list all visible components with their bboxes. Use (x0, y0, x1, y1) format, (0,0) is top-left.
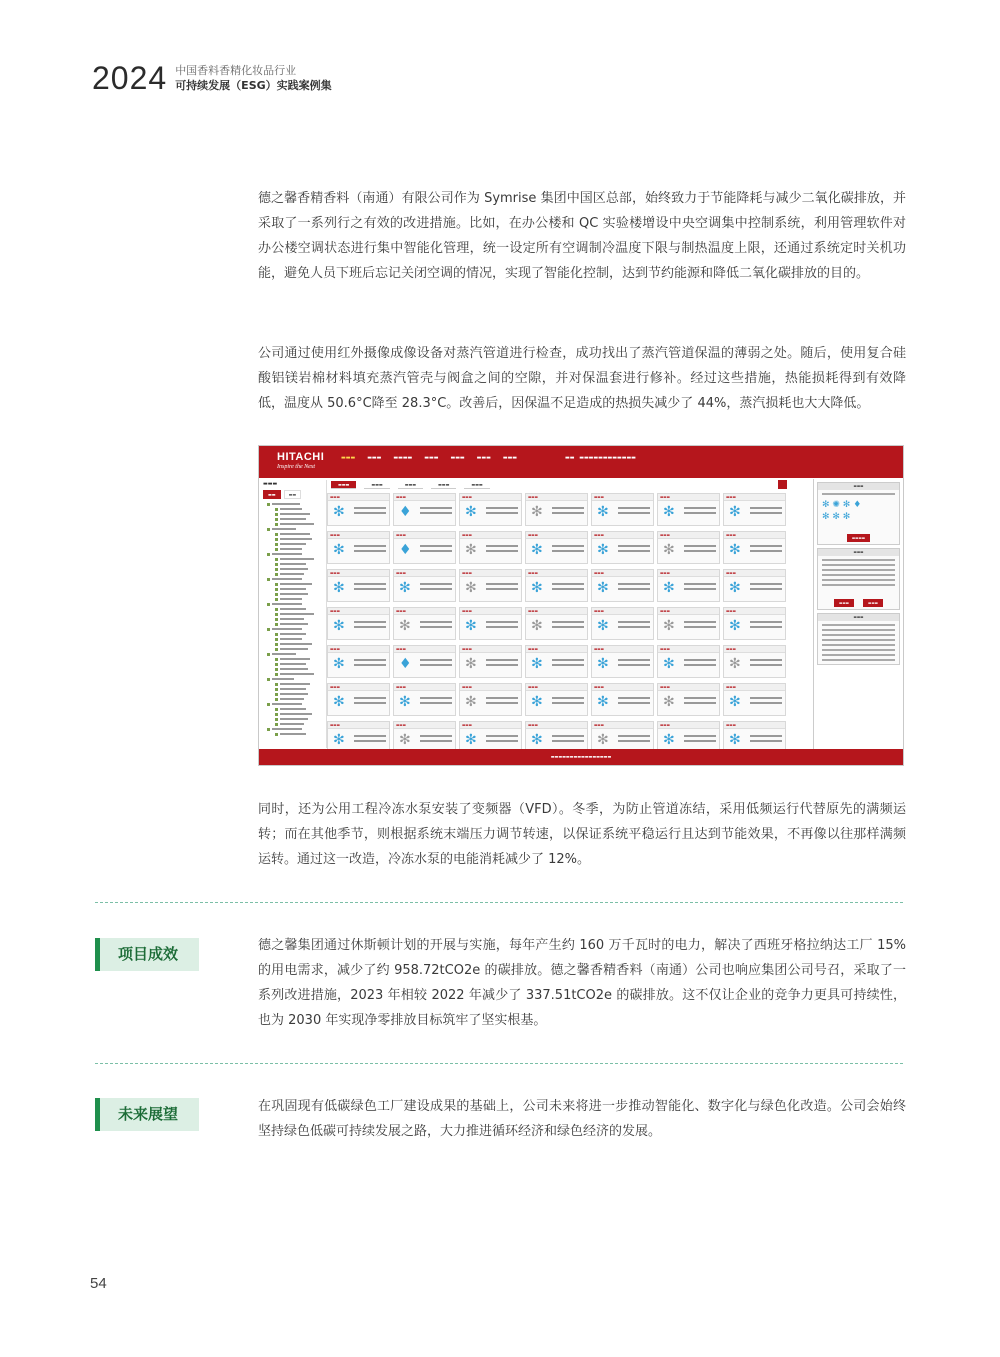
section-divider (95, 902, 903, 903)
snowflake-icon: ✻ (663, 694, 675, 710)
paragraph-vfd: 同时，还为公用工程冷冻水泵安装了变频器（VFD）。冬季，为防止管道冻结，采用低频运行代替原先的满频运转；而在其他季节，则根据系统末端压力调节转速，以保证系统平稳运行且达到节能效果，不再像以往那样满频运转。通过这一改造，冷冻水泵的电能消耗减少了 12%。 (258, 802, 906, 867)
tree-node (275, 647, 326, 651)
snowflake-icon: ✻ (729, 618, 741, 634)
snowflake-icon: ✻ (729, 656, 741, 672)
snowflake-icon: ✻ (531, 656, 543, 672)
ac-unit-tile: ▬▬▬ ✻ (591, 721, 654, 754)
snowflake-icon: ✻ (333, 694, 345, 710)
snowflake-icon: ✻ (663, 618, 675, 634)
snowflake-icon: ✻ (333, 656, 345, 672)
nav-item: ▬▬▬ (450, 455, 465, 461)
screenshot-red-button (778, 480, 787, 489)
screenshot-footer: ▬▬▬▬▬▬▬▬▬▬▬▬▬▬▬▬ (259, 749, 903, 765)
paragraph-ac-control: 德之馨香精香料（南通）有限公司作为 Symrise 集团中国区总部，始终致力于节能降耗与减少二氧化碳排放，并采取了一系列行之有效的改进措施。比如，在办公楼和 QC 实验楼增设中央空调集中控制系统，利用管理软件对办公楼空调状态进行集中智能化管理，统一设定所有空调制冷温度下限与制热温度上限，还通过系统定时关机功能，避免人员下班后忘记关闭空调的情况，实现了智能化控制，达到节约能源和降低二氧化碳排放的目的。 (258, 191, 906, 281)
tree-node (275, 517, 326, 521)
screenshot-tree-panel (261, 480, 327, 748)
snowflake-icon: ✻ (399, 580, 411, 596)
ac-unit-tile: ▬▬▬ ✻ (525, 645, 588, 678)
section-divider (95, 1063, 903, 1064)
ac-unit-tile: ▬▬▬ ✻ (459, 569, 522, 602)
tree-node (267, 702, 326, 706)
tree-node (275, 587, 326, 591)
ac-unit-tile: ▬▬▬ ✻ (591, 531, 654, 564)
tree-node (267, 527, 326, 531)
nav-item: ▬▬▬ (476, 455, 491, 461)
ac-unit-tile: ▬▬▬ ✻ (723, 721, 786, 754)
tree-node (275, 692, 326, 696)
page-header (92, 60, 332, 96)
ac-unit-tile: ▬▬▬ ✻ (459, 531, 522, 564)
tree-node (275, 507, 326, 511)
ac-unit-tile: ▬▬▬ ✻ (723, 569, 786, 602)
tree-node (267, 627, 326, 631)
hitachi-logo: HITACHI Inspire the Next (277, 451, 325, 470)
ac-unit-tile: ▬▬▬ ✻ (525, 569, 588, 602)
tree-node (275, 707, 326, 711)
tree-node (275, 547, 326, 551)
snowflake-icon: ✻ (663, 656, 675, 672)
nav-item: ▬▬▬ (424, 455, 439, 461)
ac-unit-tile: ▬▬▬ ✻ (657, 721, 720, 754)
snowflake-icon: ✻ (531, 580, 543, 596)
paragraph-steam-insulation: 公司通过使用红外摄像成像设备对蒸汽管道进行检查，成功找出了蒸汽管道保温的薄弱之处。随后，使用复合硅酸铝镁岩棉材料填充蒸汽管壳与阀盒之间的空隙，并对保温套进行修补。经过这些措施，热能损耗得到有效降低，温度从 50.6°C降至 28.3°C。改善后，因保温不足造成的热损失减少了 44%，蒸汽损耗也大大降低。 (258, 346, 906, 411)
tree-node (275, 607, 326, 611)
report-year: 2024 (92, 60, 168, 96)
snowflake-icon: ✻ (465, 694, 477, 710)
snowflake-icon: ✻ (465, 732, 477, 748)
ac-unit-grid (327, 493, 805, 754)
ac-unit-tile: ▬▬▬ ✻ (657, 645, 720, 678)
snowflake-icon: ✻ (597, 732, 609, 748)
ac-unit-tile: ▬▬▬ ✻ (327, 493, 390, 526)
report-title-line2: 可持续发展（ESG）实践案例集 (175, 79, 332, 92)
tree-node (275, 712, 326, 716)
tree-node (275, 672, 326, 676)
tree-panel-tabs (261, 488, 326, 501)
tree-node (267, 677, 326, 681)
ac-unit-tile: ▬▬▬ ✻ (657, 531, 720, 564)
ac-unit-tile: ▬▬▬ ✻ (459, 645, 522, 678)
snowflake-icon: ✻ (531, 542, 543, 558)
center-tab: ▬▬▬ (464, 481, 489, 489)
snowflake-icon: ✻ (663, 542, 675, 558)
tree-tab: ▬▬ (263, 490, 281, 499)
tree-node (275, 697, 326, 701)
tree-node (275, 572, 326, 576)
tree-node (267, 552, 326, 556)
section-tag-outlook: 未来展望 (95, 1098, 199, 1131)
screenshot-top-bar (259, 446, 903, 478)
tree-node (275, 592, 326, 596)
ac-unit-tile: ▬▬▬ ✻ (327, 531, 390, 564)
device-tree (261, 502, 326, 736)
ac-unit-tile: ▬▬▬ ✻ (723, 607, 786, 640)
dry-mode-icon: ♦ (399, 504, 412, 520)
ac-unit-tile: ▬▬▬ ✻ (591, 493, 654, 526)
snowflake-icon: ✻ (333, 542, 345, 558)
ac-unit-tile: ▬▬▬ ✻ (657, 607, 720, 640)
ac-unit-tile: ▬▬▬ ♦ (393, 493, 456, 526)
tree-node (275, 532, 326, 536)
tree-node (275, 717, 326, 721)
center-tab: ▬▬▬ (398, 481, 423, 489)
ac-unit-tile: ▬▬▬ ✻ (525, 683, 588, 716)
snowflake-icon: ✻ (465, 580, 477, 596)
ac-unit-tile: ▬▬▬ ✻ (459, 721, 522, 754)
nav-item: ▬▬▬ (341, 455, 356, 461)
snowflake-icon: ✻ (465, 618, 477, 634)
snowflake-icon: ✻ (531, 618, 543, 634)
snowflake-icon: ✻ (399, 618, 411, 634)
tree-node (275, 612, 326, 616)
tree-node (275, 687, 326, 691)
tree-node (267, 502, 326, 506)
snowflake-icon: ✻ (729, 694, 741, 710)
center-tab: ▬▬▬ (331, 481, 356, 489)
control-box-limits: ▬▬▬ ▬▬▬ ▬▬▬ (817, 548, 900, 610)
snowflake-icon: ✻ (663, 732, 675, 748)
ac-unit-tile: ▬▬▬ ✻ (657, 569, 720, 602)
tree-node (275, 722, 326, 726)
tree-node (275, 542, 326, 546)
snowflake-icon: ✻ (333, 732, 345, 748)
snowflake-icon: ✻ (399, 732, 411, 748)
snowflake-icon: ✻ (597, 618, 609, 634)
ac-unit-tile: ▬▬▬ ✻ (657, 493, 720, 526)
paragraph-results: 德之馨集团通过休斯顿计划的开展与实施，每年产生约 160 万千瓦时的电力，解决了西班牙格拉纳达工厂 15% 的用电需求，减少了约 958.72tCO2e 的碳排放。德之馨香精香料（南通）公司也响应集团公司号召，采取了一系列改进措施，2023 年相较 2022 年减少了 337.51tCO2e 的碳排放。这不仅让企业的竞争力更具可持续性，也为 2030 年实现净零排放目标筑牢了坚实根基。 (258, 938, 906, 1028)
tree-node (275, 682, 326, 686)
tree-node (275, 622, 326, 626)
tree-node (275, 632, 326, 636)
ac-unit-tile: ▬▬▬ ✻ (459, 683, 522, 716)
snowflake-icon: ✻ (399, 694, 411, 710)
ac-unit-tile: ▬▬▬ ✻ (723, 683, 786, 716)
ac-unit-tile: ▬▬▬ ✻ (525, 493, 588, 526)
ac-unit-tile: ▬▬▬ ✻ (525, 531, 588, 564)
ac-unit-tile: ▬▬▬ ✻ (459, 493, 522, 526)
snowflake-icon: ✻ (333, 504, 345, 520)
ac-unit-tile: ▬▬▬ ✻ (591, 683, 654, 716)
mode-icons: ✻ ✺ ✻ ♦ (822, 500, 862, 510)
ac-unit-tile: ▬▬▬ ✻ (327, 607, 390, 640)
tree-node (275, 617, 326, 621)
snowflake-icon: ✻ (663, 504, 675, 520)
snowflake-icon: ✻ (729, 542, 741, 558)
tree-node (275, 512, 326, 516)
ac-unit-tile: ▬▬▬ ✻ (723, 645, 786, 678)
tree-node (275, 637, 326, 641)
nav-item: ▬▬▬ (367, 455, 382, 461)
tree-node (275, 732, 326, 736)
snowflake-icon: ✻ (597, 542, 609, 558)
snowflake-icon: ✻ (465, 542, 477, 558)
ac-unit-tile: ▬▬▬ ✻ (393, 721, 456, 754)
screenshot-status: ▬▬ ▬▬▬▬▬▬▬▬▬▬▬▬ (565, 455, 636, 461)
ac-unit-tile: ▬▬▬ ✻ (525, 607, 588, 640)
snowflake-icon: ✻ (597, 504, 609, 520)
tree-node (275, 642, 326, 646)
screenshot-nav (341, 455, 529, 461)
snowflake-icon: ✻ (597, 580, 609, 596)
ac-unit-tile: ▬▬▬ ✻ (393, 607, 456, 640)
page-number: 54 (90, 1275, 107, 1292)
apply-button: ▬▬▬▬ (847, 534, 870, 542)
tree-node (267, 602, 326, 606)
snowflake-icon: ✻ (333, 618, 345, 634)
snowflake-icon: ✻ (597, 694, 609, 710)
dry-mode-icon: ♦ (399, 656, 412, 672)
section-tag-results: 项目成效 (95, 938, 199, 971)
ac-unit-tile: ▬▬▬ ✻ (591, 645, 654, 678)
ac-unit-tile: ▬▬▬ ✻ (591, 569, 654, 602)
snowflake-icon: ✻ (465, 656, 477, 672)
report-title-block (175, 63, 331, 93)
ac-unit-tile: ▬▬▬ ✻ (723, 493, 786, 526)
snowflake-icon: ✻ (663, 580, 675, 596)
tree-panel-title: ▬▬▬ (263, 481, 278, 487)
center-tab: ▬▬▬ (364, 481, 389, 489)
ac-unit-tile: ▬▬▬ ✻ (657, 683, 720, 716)
tree-node (275, 537, 326, 541)
fan-icons: ✻ ✻ ✻ (822, 512, 851, 522)
snowflake-icon: ✻ (531, 694, 543, 710)
ac-unit-tile: ▬▬▬ ✻ (591, 607, 654, 640)
hitachi-control-system-screenshot (258, 445, 904, 766)
snowflake-icon: ✻ (729, 732, 741, 748)
snowflake-icon: ✻ (531, 504, 543, 520)
tree-tab: ▬▬ (284, 490, 302, 499)
screenshot-control-panel (813, 479, 903, 749)
tree-node (275, 597, 326, 601)
paragraph-outlook: 在巩固现有低碳绿色工厂建设成果的基础上，公司未来将进一步推动智能化、数字化与绿色化改造。公司会始终坚持绿色低碳可持续发展之路，大力推进循环经济和绿色经济的发展。 (258, 1099, 906, 1139)
ac-unit-tile: ▬▬▬ ✻ (327, 569, 390, 602)
ac-unit-tile: ▬▬▬ ✻ (327, 721, 390, 754)
ac-unit-tile: ▬▬▬ ✻ (525, 721, 588, 754)
report-title-line1: 中国香料香精化妆品行业 (175, 64, 297, 77)
snowflake-icon: ✻ (597, 656, 609, 672)
ac-unit-tile: ▬▬▬ ♦ (393, 531, 456, 564)
tree-node (275, 582, 326, 586)
tree-node (275, 557, 326, 561)
tree-node (275, 662, 326, 666)
tree-node (275, 667, 326, 671)
ac-unit-tile: ▬▬▬ ♦ (393, 645, 456, 678)
tree-node (267, 652, 326, 656)
tree-node (275, 522, 326, 526)
limit-set-button: ▬▬▬ (834, 599, 854, 607)
tree-node (275, 657, 326, 661)
ac-unit-tile: ▬▬▬ ✻ (327, 645, 390, 678)
control-box-power: ▬▬▬ ✻ ✺ ✻ ♦ ✻ ✻ ✻ ▬▬▬▬ (817, 482, 900, 545)
ac-unit-tile: ▬▬▬ ✻ (723, 531, 786, 564)
tree-node (275, 562, 326, 566)
ac-unit-tile: ▬▬▬ ✻ (393, 683, 456, 716)
ac-unit-tile: ▬▬▬ ✻ (393, 569, 456, 602)
nav-item: ▬▬▬ (502, 455, 518, 461)
dry-mode-icon: ♦ (399, 542, 412, 558)
nav-item: ▬▬▬▬ (393, 455, 413, 461)
ac-unit-tile: ▬▬▬ ✻ (459, 607, 522, 640)
snowflake-icon: ✻ (729, 504, 741, 520)
tree-node (267, 727, 326, 731)
snowflake-icon: ✻ (729, 580, 741, 596)
snowflake-icon: ✻ (465, 504, 477, 520)
tree-node (267, 577, 326, 581)
snowflake-icon: ✻ (531, 732, 543, 748)
screenshot-center-tabs (331, 481, 498, 489)
center-tab: ▬▬▬ (431, 481, 456, 489)
snowflake-icon: ✻ (333, 580, 345, 596)
limit-clear-button: ▬▬▬ (863, 599, 883, 607)
ac-unit-tile: ▬▬▬ ✻ (327, 683, 390, 716)
control-box-details: ▬▬▬ (817, 613, 900, 665)
tree-node (275, 567, 326, 571)
